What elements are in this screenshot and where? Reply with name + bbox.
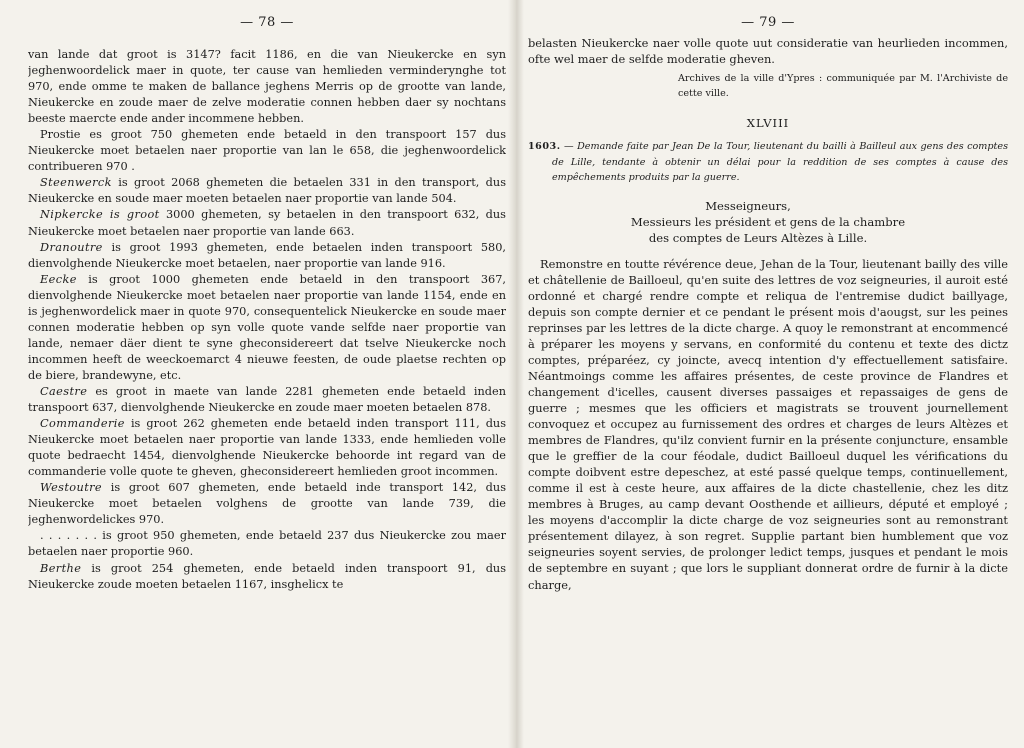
paragraph: Commanderie is groot 262 ghemeten ende betaeld inden transport 111, dus Nieukercke moet betaelen naer proportie van lande 1333, ende hemlieden volle quote bedraecht 1454, dienvolghende Nieukercke behoorde int regard van de commanderie volle quote te gheven, gheconsidereert hemlieden groot incommen. [28,417,506,479]
salutation-line: Messieurs les président et gens de la chambre [630,214,906,229]
archive-note: Archives de la ville d'Ypres : communiquée par M. l'Archiviste de cette ville. [678,73,1008,100]
paragraph: Prostie es groot 750 ghemeten ende betaeld in den transpoort 157 dus Nieukercke moet betaelen naer proportie van lan le 658, die jeghenwoordelick contribueren 970 . [28,128,506,174]
left-page [28,0,506,748]
paragraph: Westoutre is groot 607 ghemeten, ende betaeld inde transport 142, dus Nieukercke moet betaelen volghens de grootte van lande 739, die jeghenwordelickes 970. [28,481,506,527]
document-heading: 1603. — Demande faite par Jean De la Tour, lieutenant du bailli à Bailleul aux gens des comptes de Lille, tendante à obtenir un délai pour la reddition de ses comptes à cause des empêchements produits par la guerre. [528,141,1008,184]
salutation [528,198,1008,246]
opening-paragraph: belasten Nieukercke naer volle quote uut consideratie van heurlieden incommen, ofte wel maer de selfde moderatie gheven. [528,36,1008,67]
paragraph: Berthe is groot 254 ghemeten, ende betaeld inden transpoort 91, dus Nieukercke zoude moeten betaelen 1167, insghelicx te [28,561,506,591]
paragraph: Eecke is groot 1000 ghemeten ende betaeld in den transpoort 367, dienvolghende Nieukercke moet betaelen naer proportie van lande 1154, ende en is jeghenwordelick maer in quote 970, consequentelick Nieukercke en soude maer connen moderatie hebben op syn volle quote vande selfde naer proportie van lande, nemaer däer dient te syne gheconsidereert dat tselve Nieukercke noch incommen heeft de weeckoemarct 4 nieuwe feesten, de oude plaetse rechten op de biere, brandewyne, etc. [28,272,506,382]
paragraph: Nipkercke is groot 3000 ghemeten, sy betaelen in den transpoort 632, dus Nieukercke moet betaelen naer proportie van lande 663. [28,208,506,238]
salutation-line: Messeigneurs, [705,198,791,213]
document-number: 1603. [528,141,561,153]
book-gutter [508,0,524,748]
left-page-number: — 78 — [240,15,294,30]
paragraph: Dranoutre is groot 1993 ghemeten, ende betaelen inden transpoort 580, dienvolghende Nieukercke moet betaelen, naer proportie van lande 916. [28,240,506,270]
left-page-text [28,47,506,593]
right-page-number: — 79 — [741,15,795,30]
right-page [528,0,1008,748]
section-number: XLVIII [746,116,790,131]
paragraph: . . . . . . . is groot 950 ghemeten, ende betaeld 237 dus Nieukercke zou maer betaelen naer proportie 960. [28,529,506,559]
paragraph: Caestre es groot in maete van lande 2281 ghemeten ende betaeld inden transpoort 637, dienvolghende Nieukercke en zoude maer moeten betaelen 878. [28,384,506,415]
salutation-line: des comptes de Leurs Altèzes à Lille. [648,230,868,245]
paragraph: Steenwerck is groot 2068 ghemeten die betaelen 331 in den transport, dus Nieukercke en soude maer moeten betaelen naer proportie van lande 504. [28,176,506,206]
body-paragraph: Remonstre en toutte révérence deue, Jehan de la Tour, lieutenant bailly des ville et châtellenie de Bailloeul, qu'en suite des lettres de voz seigneuries, il auroit esté ordonné et chargé rendre compte et reliqua de l'entremise dudict baillyage, depuis son compte dernier et ce pendant le présent mois d'aougst, sur les peines reprinses par les lettres de la dicte charge. A quoy le remonstrant at encommencé à préparer les moyens y servans, en conformité du contenu et texte des dictz comptes, préparéez, cy joincte, avecq intention d'y effectuellement satisfaire. Néantmoings comme les affaires présentes, de ceste province de Flandres et changement d'icelles, causent diverses passaiges et repassaiges de gens de guerre ; mesmes que les officiers et magistrats se trouvent journellement convoquez et occupez au furnissement des ordres et charges de leurs Altèzes et membres de Flandres, qu'ilz convient furnir en la présente conjuncture, ensamble que le greffier de la cour féodale, dudict Bailloeul duquel les vérifications du compte doibvent estre depeschez, at esté passé quelque temps, continuellement, comme il est à ceste heure, aux affaires de la dicte chastellenie, chez les ditz membres à Bruges, au camp devant Oosthende et aillieurs, député et employé ; les moyens d'accomplir la dicte charge de voz seigneuries sont au remonstrant présentement dilayez, à son regret. Supplie partant bien humblement que voz seigneuries soyent servies, de prolonger ledict temps, jusques et pendant le mois de septembre en suyant ; que lors le suppliant donnerat ordre de furnir à la dicte charge, [528,256,1008,592]
paragraph: van lande dat groot is 3147? facit 1186, en die van Nieukercke en syn jeghenwoordelick maer in quote, ter cause van hemlieden verminderynghe tot 970, ende omme te maken de ballance jeghens Merris op de grootte van lande, Nieukercke en zoude maer de zelve moderatie connen hebben daer sy nochtans beeste maercte ende ander incommene hebben. [28,48,506,126]
